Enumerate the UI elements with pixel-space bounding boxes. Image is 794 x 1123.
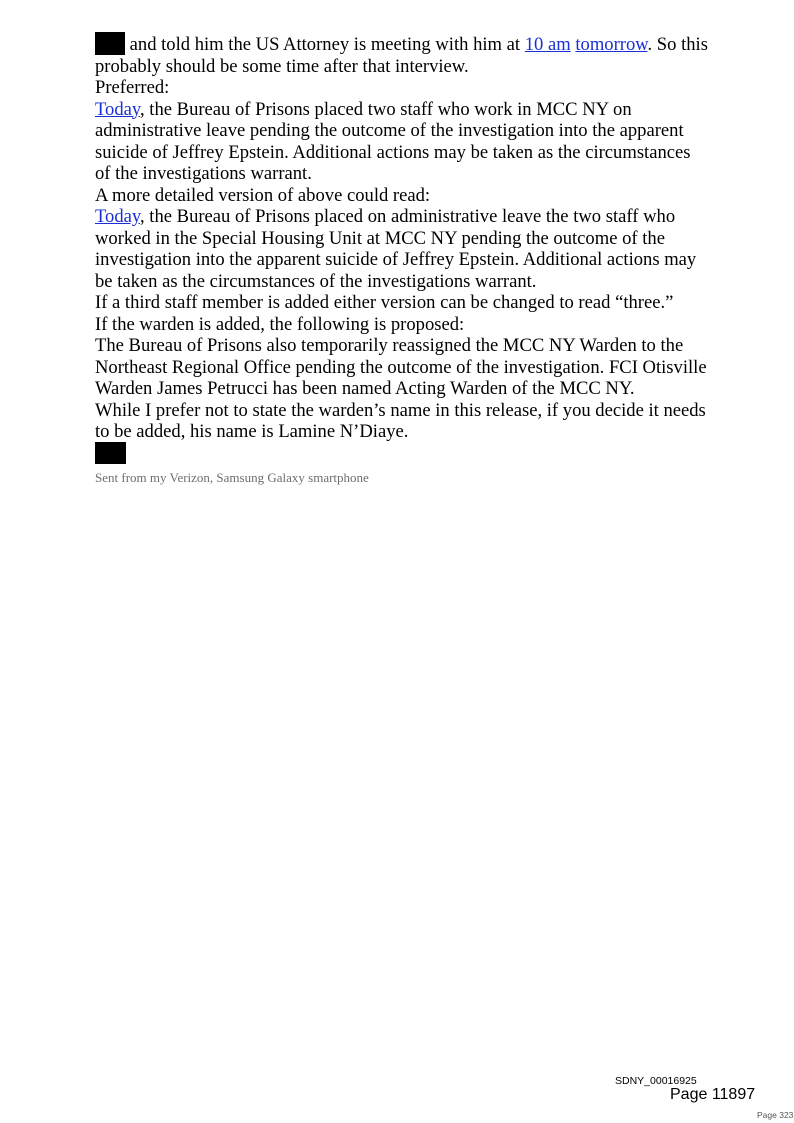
- preferred-label: Preferred:: [95, 77, 170, 98]
- page-number-small: Page 323: [757, 1110, 794, 1120]
- time-link[interactable]: 10 am: [524, 34, 571, 55]
- email-body: [95, 32, 710, 486]
- date-link[interactable]: Today: [95, 206, 140, 227]
- date-link[interactable]: Today: [95, 98, 140, 120]
- paragraph-warden-statement: The Bureau of Prisons also temporarily reassigned the MCC NY Warden to the Northeast Regional Office pending the outcome of the investigation. FCI Otisville Warden James Petrucci has been named Acting Warden of the MCC NY.: [95, 335, 707, 399]
- paragraph-detailed-statement: [95, 206, 710, 292]
- text-segment: . So this probably should be some time after that interview.: [95, 34, 708, 77]
- redaction-box: [95, 442, 126, 464]
- paragraph-us-attorney: [95, 32, 710, 77]
- bates-number: SDNY_00016925: [615, 1075, 697, 1087]
- text-segment: , the Bureau of Prisons placed on administrative leave the two staff who worked in the Special Housing Unit at MCC NY pending the outcome of the investigation into the apparent suicide of Jeffrey Epstein. Additional actions may be taken as the circumstances of the investigations warrant.: [95, 206, 697, 292]
- date-link[interactable]: tomorrow: [575, 34, 648, 55]
- redaction-box: [95, 32, 125, 55]
- page-number: Page 11897: [670, 1086, 756, 1103]
- paragraph-warden-name: While I prefer not to state the warden’s name in this release, if you decide it needs to be added, his name is Lamine N’Diaye.: [95, 399, 706, 442]
- text-segment: , the Bureau of Prisons placed two staff who work in MCC NY on administrative leave pending the outcome of the investigation into the apparent suicide of Jeffrey Epstein. Additional actions may be taken as the circumstances of the investigations warrant.: [95, 98, 691, 184]
- paragraph-preferred-statement: [95, 99, 710, 185]
- detailed-version-intro: A more detailed version of above could read:: [95, 184, 431, 206]
- text-segment: and told him the US Attorney is meeting with him at: [125, 34, 525, 55]
- warden-intro: If the warden is added, the following is proposed:: [95, 313, 465, 335]
- email-signature: Sent from my Verizon, Samsung Galaxy smartphone: [95, 469, 369, 485]
- third-staff-note: If a third staff member is added either version can be changed to read “three.”: [95, 292, 674, 313]
